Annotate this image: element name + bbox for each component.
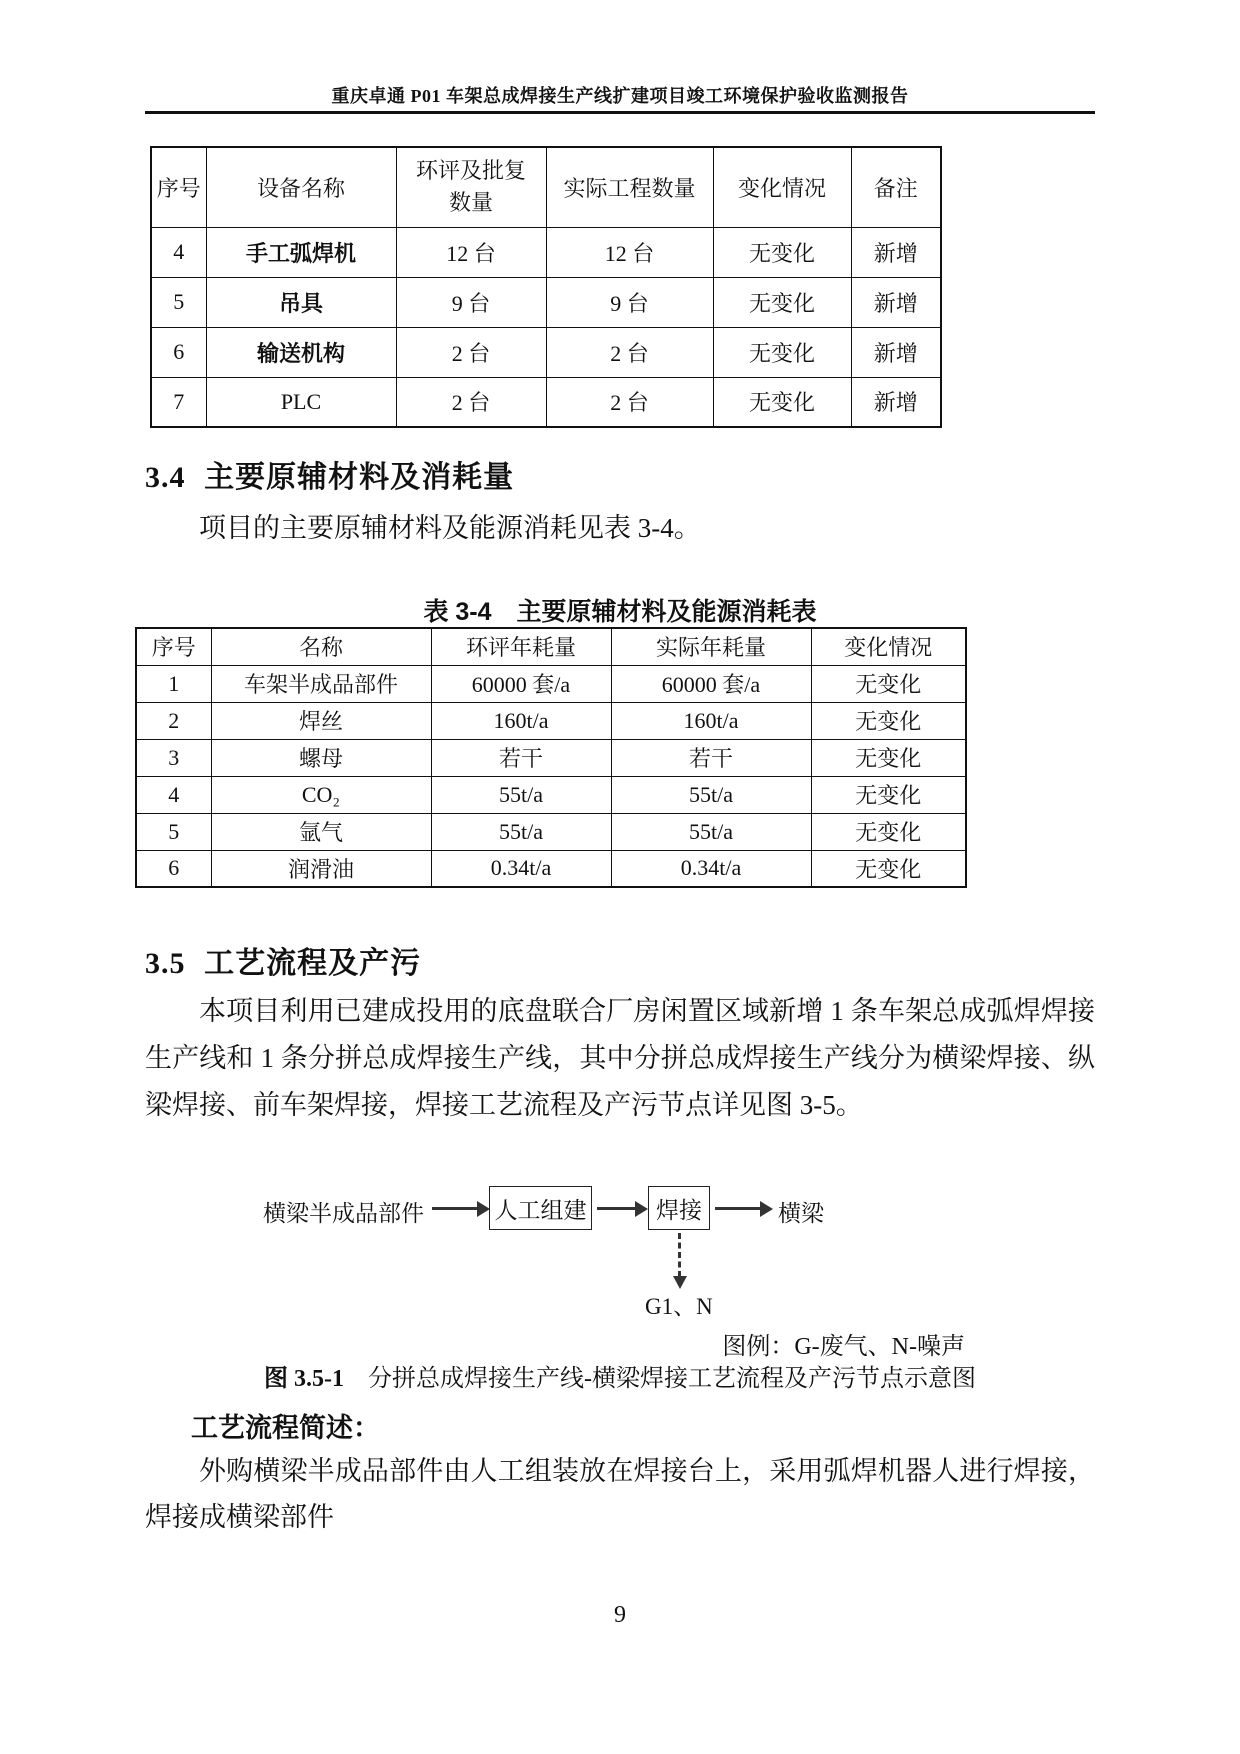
col-header-change: 变化情况: [811, 628, 966, 665]
section-number: 3.4: [145, 461, 186, 494]
page-number: 9: [614, 1602, 626, 1628]
col-header-eia-qty: 环评及批复数量: [396, 147, 546, 227]
equipment-table: [150, 146, 942, 428]
cell-eia-annual: 55t/a: [431, 776, 611, 813]
cell-name: 螺母: [211, 739, 431, 776]
flow-step-manual-assembly: 人工组建: [489, 1186, 592, 1230]
process-description-paragraph: 外购横梁半成品部件由人工组装放在焊接台上，采用弧焊机器人进行焊接，焊接成横梁部件: [145, 1456, 1095, 1532]
cell-index: 5: [151, 277, 206, 327]
cell-eia-annual: 若干: [431, 739, 611, 776]
col-header-eia-annual: 环评年耗量: [431, 628, 611, 665]
figure-caption-text: 分拼总成焊接生产线-横梁焊接工艺流程及产污节点示意图: [344, 1366, 976, 1392]
cell-actual-qty: 2 台: [546, 327, 713, 377]
flow-step-welding: 焊接: [648, 1186, 710, 1230]
cell-change: 无变化: [713, 227, 851, 277]
section-3-5-heading: [145, 938, 421, 982]
header-divider: [145, 111, 1095, 114]
section-title: 主要原辅材料及消耗量: [204, 461, 515, 494]
materials-table-title: 表 3-4 主要原辅材料及能源消耗表: [423, 598, 817, 626]
figure-caption-label: 图 3.5-1: [264, 1366, 344, 1392]
flow-output-label: 横梁: [778, 1201, 824, 1226]
col-header-actual-annual: 实际年耗量: [611, 628, 811, 665]
col-header-actual-qty: 实际工程数量: [546, 147, 713, 227]
table-row: [136, 813, 966, 850]
cell-eia-qty: 2 台: [396, 327, 546, 377]
figure-legend: 图例：G-废气、N-噪声: [722, 1334, 965, 1360]
section-3-5-paragraph: 本项目利用已建成投用的底盘联合厂房闲置区域新增 1 条车架总成弧焊焊接生产线和 1 条分拼总成焊接生产线，其中分拼总成焊接生产线分为横梁焊接、纵梁焊接、前车架焊接，焊接工艺流程及产污节点详见图 3-5。: [145, 996, 1095, 1120]
cell-change: 无变化: [811, 776, 966, 813]
table-row: [136, 702, 966, 739]
cell-change: 无变化: [811, 665, 966, 702]
cell-eia-qty: 2 台: [396, 377, 546, 427]
col-header-name: 名称: [211, 628, 431, 665]
cell-index: 2: [136, 702, 211, 739]
cell-actual-qty: 2 台: [546, 377, 713, 427]
col-header-index: 序号: [136, 628, 211, 665]
cell-change: 无变化: [811, 813, 966, 850]
flow-input-label: 横梁半成品部件: [263, 1201, 424, 1226]
cell-actual-annual: 60000 套/a: [611, 665, 811, 702]
cell-index: 5: [136, 813, 211, 850]
cell-change: 无变化: [811, 702, 966, 739]
cell-eia-annual: 0.34t/a: [431, 850, 611, 887]
table-row: [151, 377, 941, 427]
document-header-title: 重庆卓通 P01 车架总成焊接生产线扩建项目竣工环境保护验收监测报告: [331, 86, 909, 106]
flow-arrow-1: [432, 1207, 478, 1210]
table-row: [136, 739, 966, 776]
cell-device: 输送机构: [206, 327, 396, 377]
cell-eia-annual: 160t/a: [431, 702, 611, 739]
cell-change: 无变化: [811, 739, 966, 776]
cell-change: 无变化: [713, 377, 851, 427]
cell-name: 焊丝: [211, 702, 431, 739]
cell-eia-annual: 55t/a: [431, 813, 611, 850]
cell-actual-qty: 9 台: [546, 277, 713, 327]
cell-device: PLC: [206, 377, 396, 427]
materials-table-header-row: [136, 628, 966, 665]
cell-index: 3: [136, 739, 211, 776]
cell-name: 车架半成品部件: [211, 665, 431, 702]
table-row: [136, 665, 966, 702]
col-header-index: 序号: [151, 147, 206, 227]
cell-eia-qty: 9 台: [396, 277, 546, 327]
cell-index: 6: [151, 327, 206, 377]
section-title: 工艺流程及产污: [204, 947, 422, 980]
cell-remark: 新增: [851, 377, 941, 427]
col-header-device: 设备名称: [206, 147, 396, 227]
cell-eia-annual: 60000 套/a: [431, 665, 611, 702]
cell-remark: 新增: [851, 327, 941, 377]
cell-actual-annual: 0.34t/a: [611, 850, 811, 887]
cell-actual-qty: 12 台: [546, 227, 713, 277]
section-3-4-paragraph: 项目的主要原辅材料及能源消耗见表 3-4。: [199, 513, 701, 543]
cell-change: 无变化: [713, 277, 851, 327]
table-row: [136, 776, 966, 813]
equipment-table-header-row: [151, 147, 941, 227]
process-description-heading: 工艺流程简述：: [191, 1413, 380, 1443]
flow-arrow-2: [597, 1207, 636, 1210]
cell-index: 7: [151, 377, 206, 427]
col-header-remark: 备注: [851, 147, 941, 227]
section-number: 3.5: [145, 947, 186, 980]
table-row: [151, 227, 941, 277]
cell-name: 氩气: [211, 813, 431, 850]
cell-actual-annual: 55t/a: [611, 776, 811, 813]
cell-device: 吊具: [206, 277, 396, 327]
materials-table: [135, 627, 967, 888]
flow-arrow-3: [715, 1207, 761, 1210]
cell-actual-annual: 若干: [611, 739, 811, 776]
cell-remark: 新增: [851, 227, 941, 277]
table-row: [136, 850, 966, 887]
cell-index: 6: [136, 850, 211, 887]
figure-caption: [145, 1358, 1095, 1393]
cell-device: 手工弧焊机: [206, 227, 396, 277]
cell-name: 润滑油: [211, 850, 431, 887]
cell-index: 4: [151, 227, 206, 277]
flow-emission-label: G1、N: [645, 1294, 713, 1319]
cell-change: 无变化: [713, 327, 851, 377]
cell-remark: 新增: [851, 277, 941, 327]
cell-change: 无变化: [811, 850, 966, 887]
section-3-4-heading: [145, 452, 514, 496]
cell-index: 4: [136, 776, 211, 813]
cell-actual-annual: 55t/a: [611, 813, 811, 850]
cell-actual-annual: 160t/a: [611, 702, 811, 739]
cell-eia-qty: 12 台: [396, 227, 546, 277]
table-row: [151, 277, 941, 327]
cell-index: 1: [136, 665, 211, 702]
flow-emission-arrow: [678, 1233, 681, 1277]
cell-name: CO₂: [211, 776, 431, 813]
table-row: [151, 327, 941, 377]
col-header-change: 变化情况: [713, 147, 851, 227]
